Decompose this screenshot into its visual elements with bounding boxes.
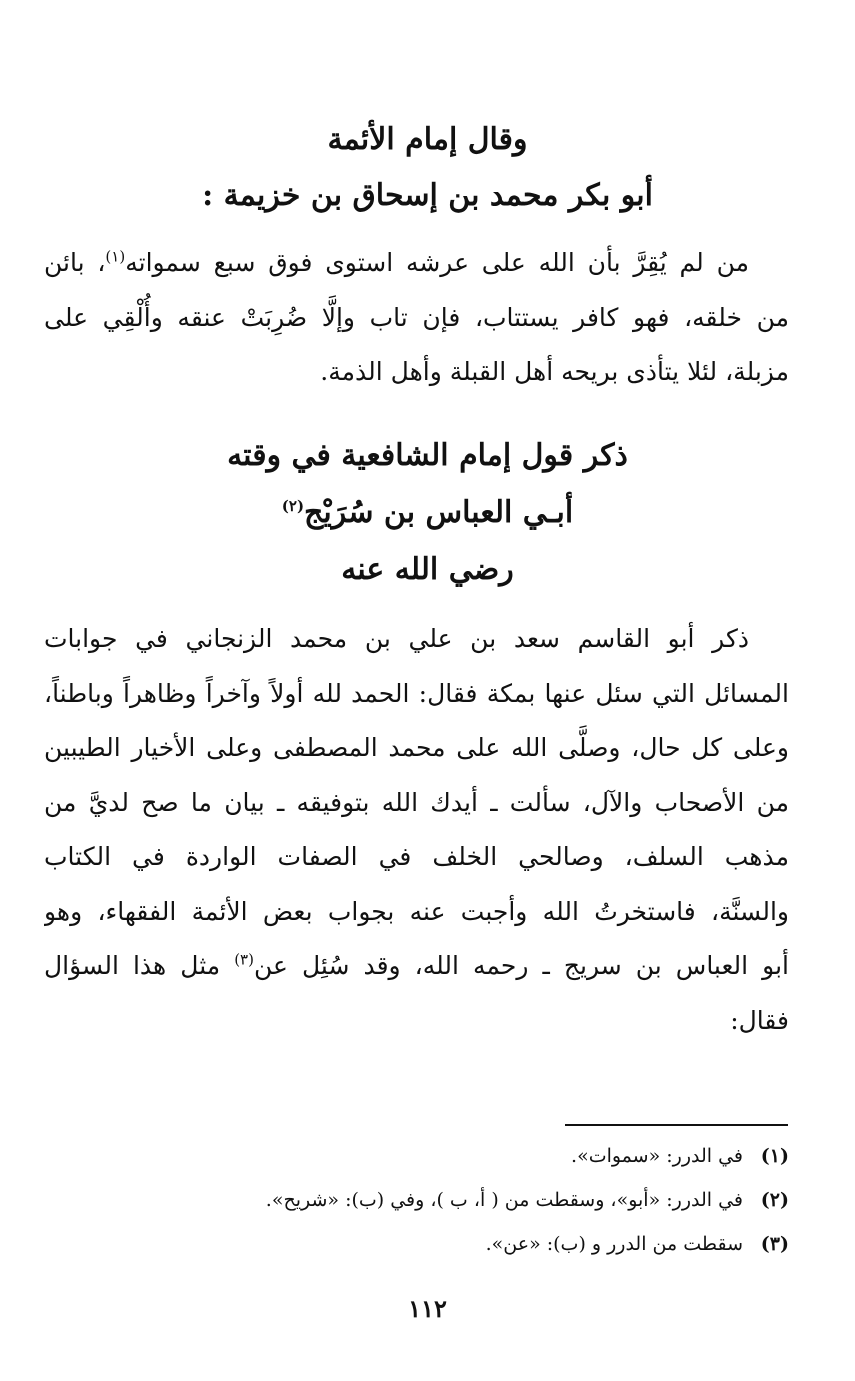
paragraph-ibn-khuzayma [44, 236, 789, 400]
paragraph-line: وعلى كل حال، وصلَّى الله على محمد المصطفى وعلى الأخيار الطيبين [44, 733, 789, 762]
footnote-1 [44, 1138, 789, 1182]
line-text: أبو العباس بن سريج ـ رحمه الله، وقد سُئِل عن [253, 951, 789, 980]
footnote-number: (٣) [760, 1233, 789, 1255]
line-text: مثل هذا السؤال [44, 951, 235, 980]
heading-radiya-allahu-anhu: رضي الله عنه [341, 552, 514, 587]
footnote-number: (١) [760, 1145, 789, 1167]
footnote-2 [44, 1182, 789, 1226]
paragraph-line: من الأصحاب والآل، سألت ـ أيدك الله بتوفيقه ـ بيان ما صح لديَّ من [44, 787, 789, 817]
footnotes [44, 1138, 789, 1270]
paragraph-line [44, 939, 789, 994]
footnote-ref-2[interactable]: (٢) [281, 497, 305, 515]
footnote-text: في الدرر: «سموات». [571, 1145, 743, 1167]
line-text: ، بائن [44, 248, 106, 277]
page-number: ١١٢ [408, 1294, 447, 1323]
paragraph-line: فقال: [730, 1005, 789, 1035]
paragraph-line: مزبلة، لئلا يتأذى بريحه أهل القبلة وأهل الذمة. [320, 357, 789, 386]
paragraph-zanjani [44, 612, 789, 1048]
paragraph-line: ذكر أبو القاسم سعد بن علي بن محمد الزنجاني في جوابات [44, 624, 749, 653]
footnote-divider [565, 1124, 788, 1126]
paragraph-line: من خلقه، فهو كافر يستتاب، فإن تاب وإلَّا ضُرِبَتْ عنقه وأُلْقِي على [44, 302, 789, 332]
paragraph-line: المسائل التي سئل عنها بمكة فقال: الحمد لله أولاً وآخراً وظاهراً وباطناً، [44, 678, 789, 708]
footnote-ref-1[interactable]: (١) [105, 247, 126, 266]
paragraph-line [44, 236, 789, 291]
line-text: من لم يُقِرَّ بأن الله على عرشه استوى فوق سبع سمواته [125, 248, 749, 277]
heading-text: أبـي العباس بن سُرَيْج [304, 495, 574, 530]
footnote-ref-3[interactable]: (٣) [234, 950, 254, 969]
heading-ibn-surayj-name [40, 493, 815, 533]
paragraph-line: والسنَّة، فاستخرتُ الله وأجبت عنه بجواب بعض الأئمة الفقهاء، وهو [44, 896, 789, 926]
heading-ibn-surayj-intro: ذكر قول إمام الشافعية في وقته [227, 438, 628, 473]
footnote-3 [44, 1226, 789, 1270]
heading-imam-al-aimma: وقال إمام الأئمة [327, 122, 528, 157]
footnote-text: في الدرر: «أبو»، وسقطت من ( أ، ب )، وفي (ب): «شريح». [265, 1189, 743, 1211]
footnote-number: (٢) [760, 1189, 789, 1211]
heading-ibn-khuzayma: أبو بكر محمد بن إسحاق بن خزيمة : [202, 178, 653, 213]
footnote-text: سقطت من الدرر و (ب): «عن». [485, 1233, 743, 1255]
paragraph-line: مذهب السلف، وصالحي الخلف في الصفات الواردة في الكتاب [44, 842, 789, 871]
